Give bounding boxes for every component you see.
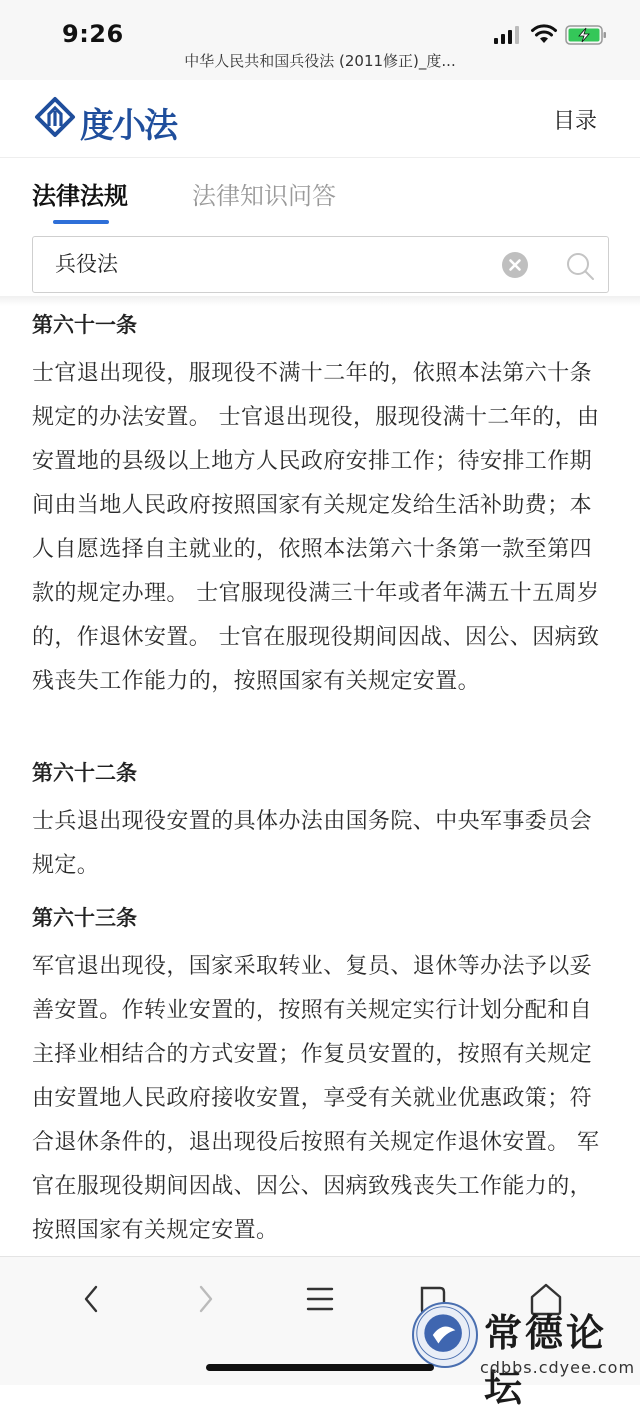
search-box [32, 236, 609, 293]
clear-button[interactable] [502, 252, 528, 278]
article-63 [32, 903, 612, 1253]
signal-icon [494, 26, 520, 44]
tab-laws-regulations[interactable]: 法律法规 [32, 182, 128, 210]
menu-button[interactable] [298, 1277, 342, 1321]
watermark [410, 1298, 640, 1410]
back-icon [80, 1284, 104, 1314]
forward-button[interactable] [183, 1277, 227, 1321]
browser-page-title[interactable]: 中华人民共和国兵役法 (2011修正)_度... [0, 50, 640, 80]
search-input[interactable] [55, 251, 455, 275]
article-body: 士官退出现役，服现役不满十二年的，依照本法第六十条规定的办法安置。 士官退出现役，服现役满十二年的，由安置地的县级以上地方人民政府安排工作；待安排工作期间由当地人民政府按照国家有关规定发给生活补助费；本人自愿选择自主就业的，依照本法第六十条第一款至第四款的规定办理。 士官服现役满三十年或者年满五十五周岁的，作退休安置。 士官在服现役期间因战、因公、因病致残丧失工作能力的，按照国家有关规定安置。 [32, 361, 600, 694]
category-tabs [0, 158, 640, 226]
article-62 [32, 758, 612, 888]
search-icon [565, 251, 595, 281]
forward-icon [193, 1284, 217, 1314]
status-time: 9:26 [62, 20, 124, 48]
clear-icon [502, 252, 528, 278]
status-bar [0, 0, 640, 50]
article-heading: 第六十一条 [32, 313, 137, 337]
home-indicator[interactable] [206, 1364, 434, 1371]
content-top-shadow [0, 296, 640, 306]
article-heading: 第六十三条 [32, 906, 137, 930]
active-tab-indicator [53, 220, 109, 224]
watermark-logo-icon [412, 1302, 478, 1368]
article-body: 士兵退出现役安置的具体办法由国务院、中央军事委员会规定。 [32, 809, 593, 878]
watermark-title: 常德论坛 [484, 1310, 608, 1410]
logo-icon [35, 97, 75, 137]
search-button[interactable] [565, 251, 595, 281]
menu-icon [305, 1284, 335, 1314]
watermark-url: cdbbs.cdyee.com [480, 1358, 636, 1377]
tab-legal-qa[interactable]: 法律知识问答 [192, 182, 336, 210]
article-body: 军官退出现役，国家采取转业、复员、退休等办法予以妥善安置。作转业安置的，按照有关规定实行计划分配和自主择业相结合的方式安置；作复员安置的，按照有关规定由安置地人民政府接收安置，享受有关就业优惠政策；符合退休条件的，退出现役后按照有关规定作退休安置。 军官在服现役期间因战、因公、因病致残丧失工作能力的，按照国家有关规定安置。 [32, 954, 600, 1243]
site-header [0, 80, 640, 158]
logo-text[interactable]: 度小法 [80, 106, 176, 146]
battery-charging-icon [565, 25, 607, 45]
back-button[interactable] [70, 1277, 114, 1321]
law-content[interactable] [0, 296, 640, 1256]
article-61 [32, 310, 612, 704]
wifi-icon [531, 24, 557, 44]
article-heading: 第六十二条 [32, 761, 137, 785]
toc-link[interactable]: 目录 [552, 109, 597, 134]
